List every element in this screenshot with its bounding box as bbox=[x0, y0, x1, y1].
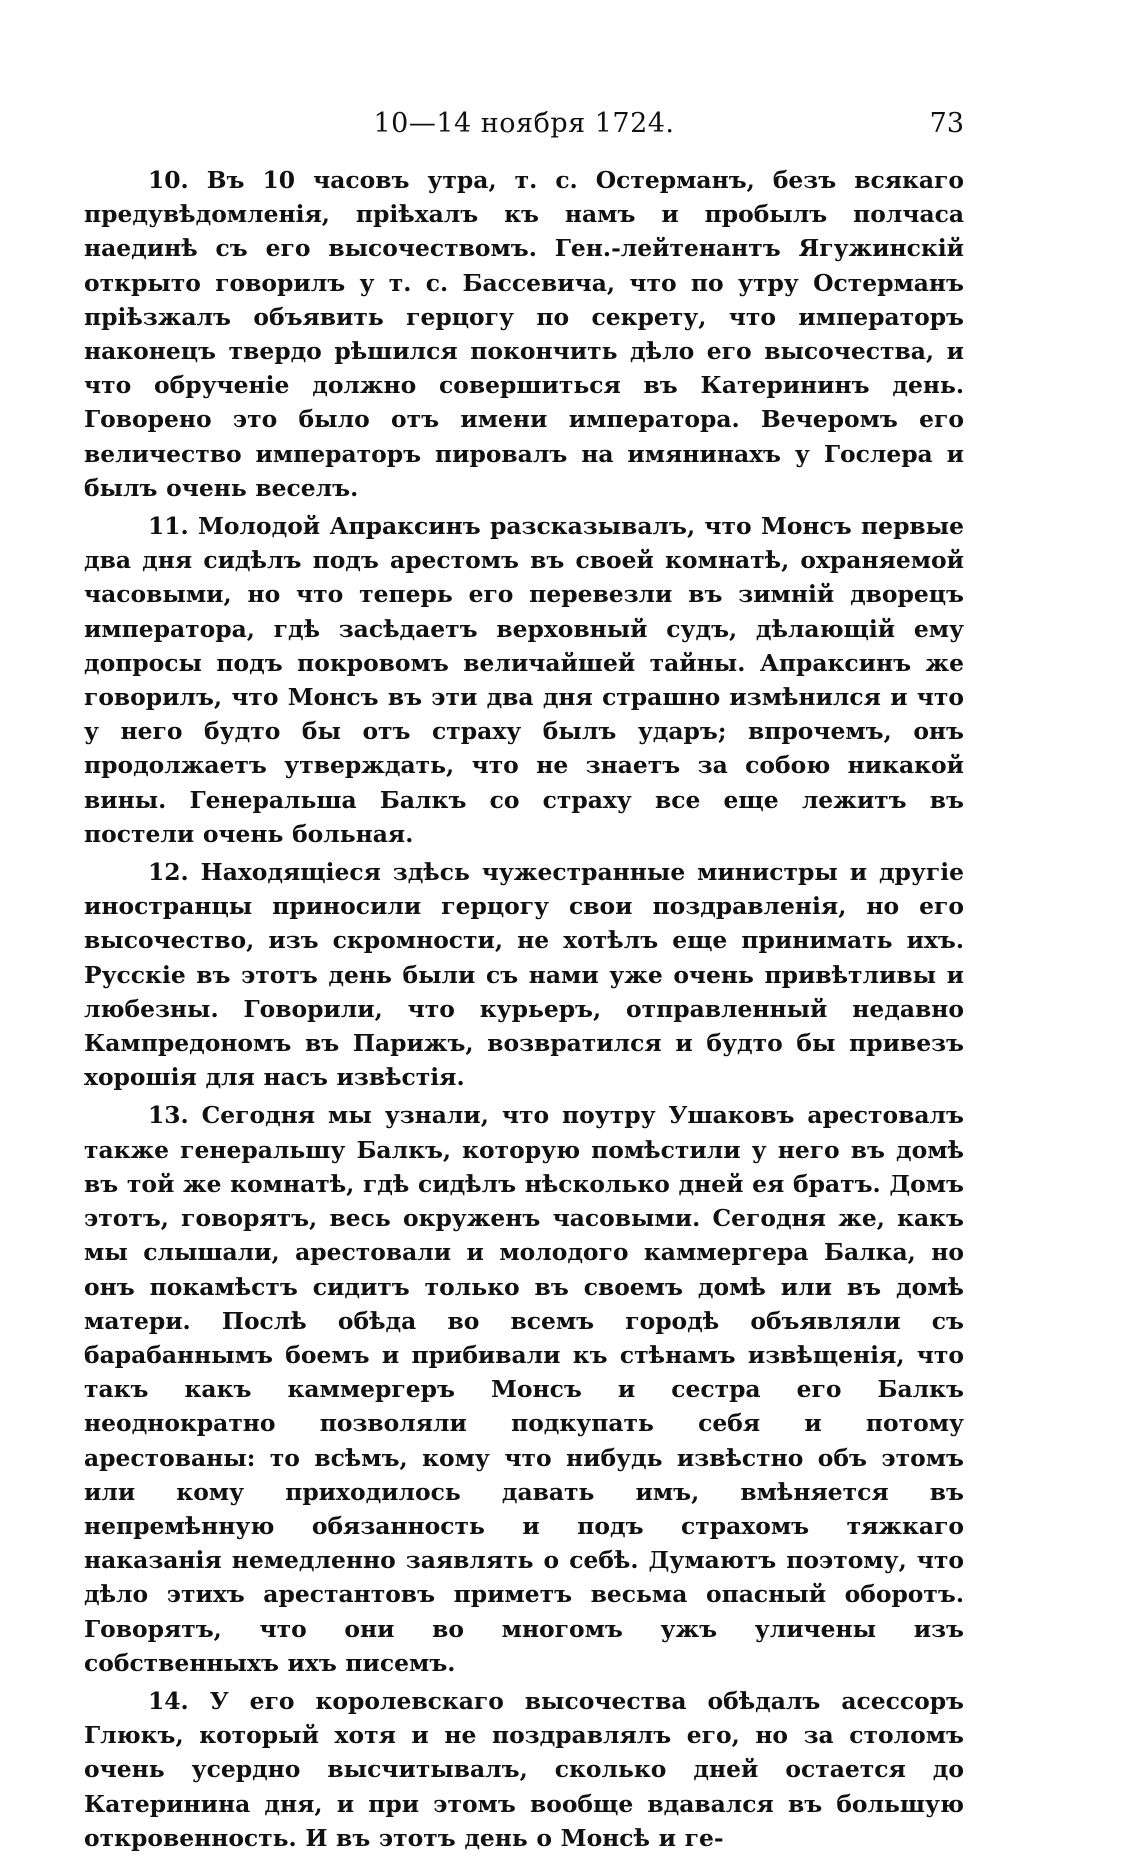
page-title: 10—14 ноября 1724. bbox=[373, 108, 675, 139]
page-number: 73 bbox=[929, 108, 964, 139]
paragraph-entry-12: 12. Находящіеся здѣсь чужестранные министры и другіе иностранцы приносили герцогу свои поздравленія, но его высочество, изъ скромности, не хотѣлъ еще принимать ихъ. Русскіе въ этотъ день были съ нами уже очень привѣтливы и любезны. Говорили, что курьеръ, отправленный недавно Кампредономъ въ Парижъ, возвратился и будто бы привезъ хорошія для насъ извѣстія. bbox=[84, 858, 964, 1092]
running-head bbox=[84, 108, 964, 142]
body-text bbox=[84, 163, 964, 1859]
paragraph-entry-11: 11. Молодой Апраксинъ разсказывалъ, что Монсъ первые два дня сидѣлъ подъ арестомъ въ своей комнатѣ, охраняемой часовыми, но что теперь его перевезли въ зимній дворецъ императора, гдѣ засѣдаетъ верховный судъ, дѣлающій ему допросы подъ покровомъ величайшей тайны. Апраксинъ же говорилъ, что Монсъ въ эти два дня страшно измѣнился и что у него будто бы отъ страху былъ ударъ; впрочемъ, онъ продолжаетъ утверждать, что не знаетъ за собою никакой вины. Генеральша Балкъ со страху все еще лежитъ въ постели очень больная. bbox=[84, 512, 964, 848]
paragraph-entry-13: 13. Сегодня мы узнали, что поутру Ушаковъ арестовалъ также генеральшу Балкъ, которую помѣстили у него въ домѣ въ той же комнатѣ, гдѣ сидѣлъ нѣсколько дней ея братъ. Домъ этотъ, говорятъ, весь окруженъ часовыми. Сегодня же, какъ мы слышали, арестовали и молодого каммергера Балка, но онъ покамѣстъ сидитъ только въ своемъ домѣ или въ домѣ матери. Послѣ обѣда во всемъ городѣ объявляли съ барабаннымъ боемъ и прибивали къ стѣнамъ извѣщенія, что такъ какъ каммергеръ Монсъ и сестра его Балкъ неоднократно позволяли подкупать себя и потому арестованы: то всѣмъ, кому что нибудь извѣстно объ этомъ или кому приходилось давать имъ, вмѣняется въ непремѣнную обязанность и подъ страхомъ тяжкаго наказанія немедленно заявлять о себѣ. Думаютъ поэтому, что дѣло этихъ арестантовъ приметъ весьма опасный оборотъ. Говорятъ, что они во многомъ ужъ уличены изъ собственныхъ ихъ писемъ. bbox=[84, 1101, 964, 1677]
paragraph-entry-14: 14. У его королевскаго высочества обѣдалъ асессоръ Глюкъ, который хотя и не поздравлялъ его, но за столомъ очень усердно высчитывалъ, сколько дней остается до Катеринина дня, и при этомъ вообще вдавался въ большую откровенность. И въ этотъ день о Монсѣ и ге- bbox=[84, 1686, 964, 1852]
paragraph-entry-10: 10. Въ 10 часовъ утра, т. с. Остерманъ, безъ всякаго предувѣдомленія, пріѣхалъ къ намъ и пробылъ полчаса наединѣ съ его высочествомъ. Ген.-лейтенантъ Ягужинскій открыто говорилъ у т. с. Бассевича, что по утру Остерманъ пріѣзжалъ объявить герцогу по секрету, что императоръ наконецъ твердо рѣшился покончить дѣло его высочества, и что обрученіе должно совершиться въ Катерининъ день. Говорено это было отъ имени императора. Вечеромъ его величество императоръ пировалъ на имянинахъ у Гослера и былъ очень веселъ. bbox=[84, 166, 964, 502]
